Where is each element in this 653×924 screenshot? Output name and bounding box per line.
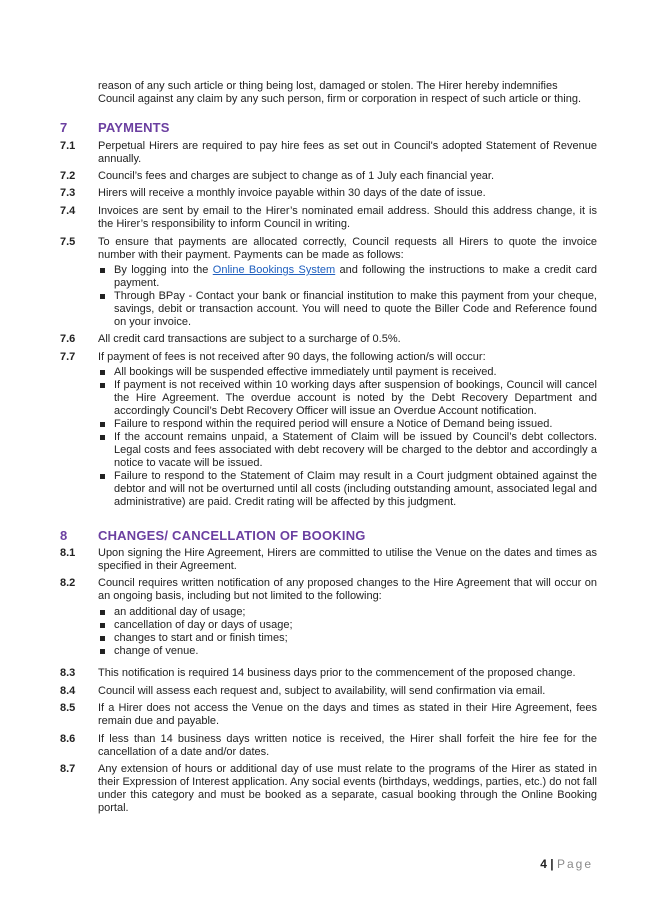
clause-text: All credit card transactions are subject to a surcharge of 0.5%.	[98, 333, 401, 345]
clause-number: 7.2	[60, 170, 76, 182]
page-label: Page	[556, 857, 593, 871]
clause-7-3	[60, 187, 597, 200]
section-8-heading	[60, 528, 597, 544]
online-bookings-system-link[interactable]: Online Bookings System	[212, 264, 336, 276]
clause-text: If less than 14 business days written notice is received, the Hirer shall forfeit the hire fee for the cancellation of a date and/or dates.	[98, 733, 597, 758]
intro-paragraph	[60, 80, 597, 106]
section-7-number: 7	[60, 120, 68, 135]
list-item: By logging into the Online Bookings System and following the instructions to make a credit card payment.	[98, 264, 597, 290]
clause-7-5	[60, 236, 597, 329]
clause-number: 8.7	[60, 763, 76, 775]
clause-7-1	[60, 140, 597, 166]
list-item: change of venue.	[98, 645, 597, 658]
clause-text: If payment of fees is not received after 90 days, the following action/s will occur:	[98, 351, 486, 363]
clause-text: Hirers will receive a monthly invoice payable within 30 days of the date of issue.	[98, 187, 486, 199]
clause-text: Council will assess each request and, subject to availability, will send confirmation via email.	[98, 685, 546, 697]
clause-text: Council requires written notification of any proposed changes to the Hire Agreement that will occur on an ongoing basis, including but not limited to the following:	[98, 577, 597, 602]
clause-number: 7.1	[60, 140, 76, 152]
clause-text: Perpetual Hirers are required to pay hire fees as set out in Council's adopted Statement of Revenue annually.	[98, 140, 597, 165]
clause-number: 7.3	[60, 187, 76, 199]
list-item: If the account remains unpaid, a Statement of Claim will be issued by Council’s debt collectors. Legal costs and fees associated with debt recovery will be charged to the debtor and accordingly a notice to vacate will be issued.	[98, 431, 597, 470]
list-item: Through BPay - Contact your bank or financial institution to make this payment from your cheque, savings, debit or transaction account. You will need to quote the Biller Code and Reference found on your invoice.	[98, 290, 597, 329]
clause-7-4	[60, 205, 597, 231]
clause-number: 7.4	[60, 205, 76, 217]
clause-8-3	[60, 667, 597, 680]
clause-number: 7.6	[60, 333, 76, 345]
clause-number: 8.2	[60, 577, 76, 589]
clause-text: Upon signing the Hire Agreement, Hirers are committed to utilise the Venue on the dates and times as specified in their Agreement.	[98, 547, 597, 572]
page-number: 4	[540, 857, 547, 871]
clause-8-1	[60, 547, 597, 573]
clause-7-7	[60, 351, 597, 509]
list-item: an additional day of usage;	[98, 606, 597, 619]
section-7-title: PAYMENTS	[98, 120, 170, 135]
clause-number: 8.6	[60, 733, 76, 745]
clause-8-6	[60, 733, 597, 759]
list-item: cancellation of day or days of usage;	[98, 619, 597, 632]
list-item: Failure to respond to the Statement of Claim may result in a Court judgment obtained against the debtor and will not be overturned until all costs (including outstanding amount, associated legal and administrative) are paid. Credit rating will be affected by this judgment.	[98, 470, 597, 509]
intro-line-2: Council against any claim by any such person, firm or corporation in respect of such article or thing.	[98, 93, 582, 105]
clause-8-4	[60, 685, 597, 698]
clause-8-7	[60, 763, 597, 815]
change-types-list	[98, 606, 597, 658]
clause-8-2	[60, 577, 597, 658]
clause-7-2	[60, 170, 597, 183]
clause-text: This notification is required 14 business days prior to the commencement of the proposed change.	[98, 667, 576, 679]
clause-text: Council’s fees and charges are subject to change as of 1 July each financial year.	[98, 170, 495, 182]
clause-text: If a Hirer does not access the Venue on the days and times as stated in their Hire Agreement, fees remain due and payable.	[98, 702, 597, 727]
list-item: changes to start and or finish times;	[98, 632, 597, 645]
payment-methods-list	[98, 264, 597, 329]
page-footer	[540, 857, 593, 871]
clause-number: 8.4	[60, 685, 76, 697]
clause-8-5	[60, 702, 597, 728]
clause-number: 7.5	[60, 236, 76, 248]
clause-number: 8.3	[60, 667, 76, 679]
clause-text: Any extension of hours or additional day of use must relate to the programs of the Hirer as stated in their Expression of Interest application. Any social events (birthdays, weddings, parties, etc.) do not fall under this category and must be booked as a separate, casual booking through the Online Booking portal.	[98, 763, 597, 814]
list-item: Failure to respond within the required period will ensure a Notice of Demand being issued.	[98, 418, 597, 431]
clause-text: To ensure that payments are allocated correctly, Council requests all Hirers to quote the invoice number with their payment. Payments can be made as follows:	[98, 236, 597, 261]
clause-7-6	[60, 333, 597, 346]
section-7-heading	[60, 120, 597, 136]
list-item: All bookings will be suspended effective immediately until payment is received.	[98, 366, 597, 379]
clause-number: 8.5	[60, 702, 76, 714]
overdue-actions-list	[98, 366, 597, 509]
section-8-number: 8	[60, 528, 68, 543]
clause-number: 7.7	[60, 351, 76, 363]
section-8-title: CHANGES/ CANCELLATION OF BOOKING	[98, 528, 366, 543]
list-item: If payment is not received within 10 working days after suspension of bookings, Council will cancel the Hire Agreement. The overdue account is noted by the Debt Recovery Department and accordingly Council’s Debt Recovery Officer will issue an Overdue Account notification.	[98, 379, 597, 418]
intro-line-1: reason of any such article or thing being lost, damaged or stolen. The Hirer hereby indemnifies	[98, 80, 558, 92]
clause-text: Invoices are sent by email to the Hirer’s nominated email address. Should this address change, it is the Hirer’s responsibility to inform Council in writing.	[98, 205, 597, 230]
footer-separator: |	[550, 857, 554, 871]
clause-number: 8.1	[60, 547, 76, 559]
